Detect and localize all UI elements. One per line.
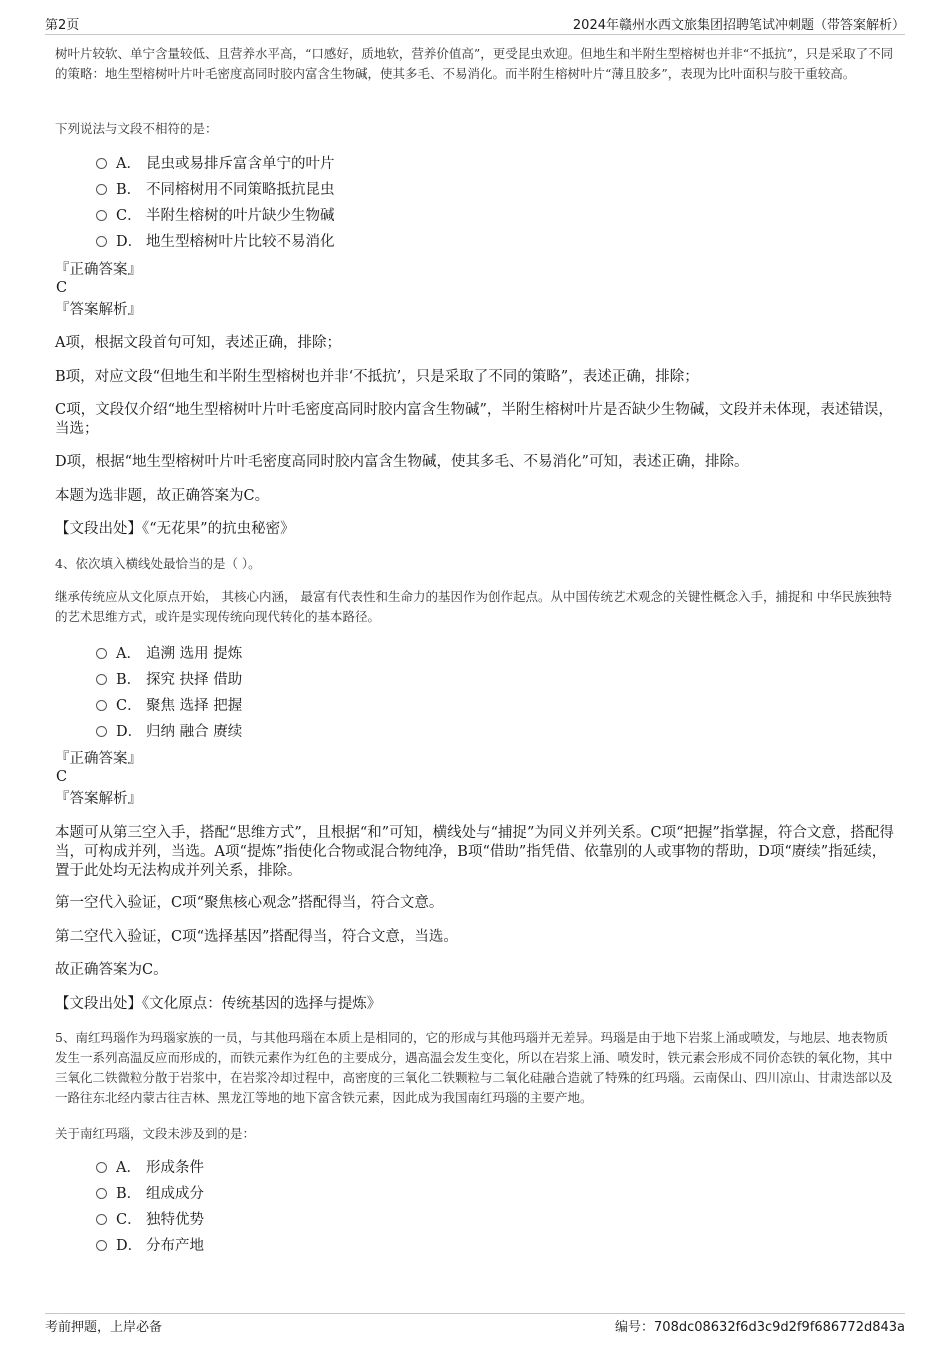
radio-icon[interactable] bbox=[96, 674, 107, 685]
radio-icon[interactable] bbox=[96, 1214, 107, 1225]
q4-option-a[interactable]: A． 追溯 选用 提炼 bbox=[96, 644, 242, 664]
q4-option-d[interactable]: D． 归纳 融合 赓续 bbox=[96, 722, 242, 742]
q4-conclusion: 故正确答案为C。 bbox=[55, 962, 168, 978]
radio-icon[interactable] bbox=[96, 1162, 107, 1173]
q4-analysis-main: 本题可从第三空入手，搭配“思维方式”，且根据“和”可知，横线处与“捕捉”为同义并列关系。C项“把握”指掌握，符合文意，搭配得当，可构成并列，当选。A项“提炼”指使化合物或混合物纯净，B项“借助”指凭借、依靠别的人或事物的帮助，D项“赓续”指延续，置于此处均无法构成并列关系，排除。 bbox=[55, 825, 894, 879]
page-header bbox=[45, 12, 905, 35]
q4-answer: C bbox=[56, 769, 68, 785]
q4-analysis-second-blank: 第二空代入验证，C项“选择基因”搭配得当，符合文意，当选。 bbox=[55, 929, 458, 945]
q4-passage: 继承传统应从文化原点开始， 其核心内涵， 最富有代表性和生命力的基因作为创作起点。从中国传统艺术观念的关键性概念入手，捕捉和 中华民族独特的艺术思维方式，或许是实现传统向现代转化的基本路径。 bbox=[55, 589, 892, 624]
q5-question-passage: 5、南红玛瑙作为玛瑙家族的一员，与其他玛瑙在本质上是相同的，它的形成与其他玛瑙并无差异。玛瑙是由于地下岩浆上涌或喷发，与地层、地表物质发生一系列高温反应而形成的，而铁元素作为红色的主要成分，遇高温会发生变化，所以在岩浆上涌、喷发时，铁元素会形成不同价态铁的氧化物，其中三氧化二铁微粒分散于岩浆中，在岩浆冷却过程中，高密度的三氧化二铁颗粒与二氧化硅融合造就了特殊的红玛瑙。云南保山、四川凉山、甘肃迭部以及一路往东北经内蒙古往吉林、黑龙江等地的地下富含铁元素，因此成为我国南红玛瑙的主要产地。 bbox=[55, 1030, 893, 1105]
page-number: 第2页 bbox=[45, 18, 80, 33]
page-footer bbox=[45, 1313, 905, 1334]
radio-icon[interactable] bbox=[96, 210, 107, 221]
q3-analysis-d: D项，根据“地生型榕树叶片叶毛密度高同时胶内富含生物碱，使其多毛、不易消化”可知，表述正确，排除。 bbox=[55, 454, 749, 470]
q3-passage: 树叶片较软、单宁含量较低、且营养水平高，“口感好，质地软，营养价值高”，更受昆虫欢迎。但地生和半附生型榕树也并非“不抵抗”，只是采取了不同的策略：地生型榕树叶片叶毛密度高同时胶内富含生物碱，使其多毛、不易消化。而半附生榕树叶片“薄且胶多”，表现为比叶面积与胶干重较高。 bbox=[55, 46, 894, 81]
q3-analysis-a: A项，根据文段首句可知，表述正确，排除； bbox=[55, 335, 341, 351]
q4-answer-label: 『正确答案』 bbox=[55, 751, 142, 767]
radio-icon[interactable] bbox=[96, 648, 107, 659]
radio-icon[interactable] bbox=[96, 1188, 107, 1199]
radio-icon[interactable] bbox=[96, 1240, 107, 1251]
radio-icon[interactable] bbox=[96, 700, 107, 711]
q5-prompt: 关于南红玛瑙，文段未涉及到的是： bbox=[55, 1126, 256, 1141]
q3-conclusion: 本题为选非题，故正确答案为C。 bbox=[55, 488, 270, 504]
footer-slogan: 考前押题，上岸必备 bbox=[45, 1320, 163, 1335]
q3-option-c[interactable]: C． 半附生榕树的叶片缺少生物碱 bbox=[96, 206, 335, 226]
q4-option-b[interactable]: B． 探究 抉择 借助 bbox=[96, 670, 242, 690]
q3-analysis-c: C项，文段仅介绍“地生型榕树叶片叶毛密度高同时胶内富含生物碱”，半附生榕树叶片是否缺少生物碱，文段并未体现，表述错误，当选； bbox=[55, 402, 893, 437]
q5-option-d[interactable]: D． 分布产地 bbox=[96, 1236, 204, 1256]
radio-icon[interactable] bbox=[96, 726, 107, 737]
q4-analysis-label: 『答案解析』 bbox=[55, 791, 142, 807]
q3-prompt: 下列说法与文段不相符的是： bbox=[55, 121, 218, 136]
q3-source: 【文段出处】《“无花果”的抗虫秘密》 bbox=[55, 521, 295, 537]
q5-option-b[interactable]: B． 组成成分 bbox=[96, 1184, 204, 1204]
q3-analysis-label: 『答案解析』 bbox=[55, 302, 142, 318]
document-title: 2024年赣州水西文旅集团招聘笔试冲刺题（带答案解析） bbox=[572, 18, 905, 33]
radio-icon[interactable] bbox=[96, 236, 107, 247]
q3-option-a[interactable]: A． 昆虫或易排斥富含单宁的叶片 bbox=[96, 154, 335, 174]
q3-analysis-b: B项，对应文段“但地生和半附生型榕树也并非‘不抵抗’，只是采取了不同的策略”，表述正确，排除； bbox=[55, 369, 699, 385]
q4-question: 4、依次填入横线处最恰当的是（ ）。 bbox=[55, 556, 261, 571]
q4-source: 【文段出处】《文化原点：传统基因的选择与提炼》 bbox=[55, 996, 382, 1012]
q4-option-c[interactable]: C． 聚焦 选择 把握 bbox=[96, 696, 242, 716]
radio-icon[interactable] bbox=[96, 184, 107, 195]
q3-answer-label: 『正确答案』 bbox=[55, 262, 142, 278]
q3-answer: C bbox=[56, 280, 68, 296]
q5-option-c[interactable]: C． 独特优势 bbox=[96, 1210, 204, 1230]
q3-option-b[interactable]: B． 不同榕树用不同策略抵抗昆虫 bbox=[96, 180, 335, 200]
q5-option-a[interactable]: A． 形成条件 bbox=[96, 1158, 204, 1178]
document-id: 编号：708dc08632f6d3c9d2f9f686772d843a bbox=[615, 1320, 905, 1335]
radio-icon[interactable] bbox=[96, 158, 107, 169]
q3-option-d[interactable]: D． 地生型榕树叶片比较不易消化 bbox=[96, 232, 335, 252]
q4-analysis-first-blank: 第一空代入验证，C项“聚焦核心观念”搭配得当，符合文意。 bbox=[55, 895, 444, 911]
